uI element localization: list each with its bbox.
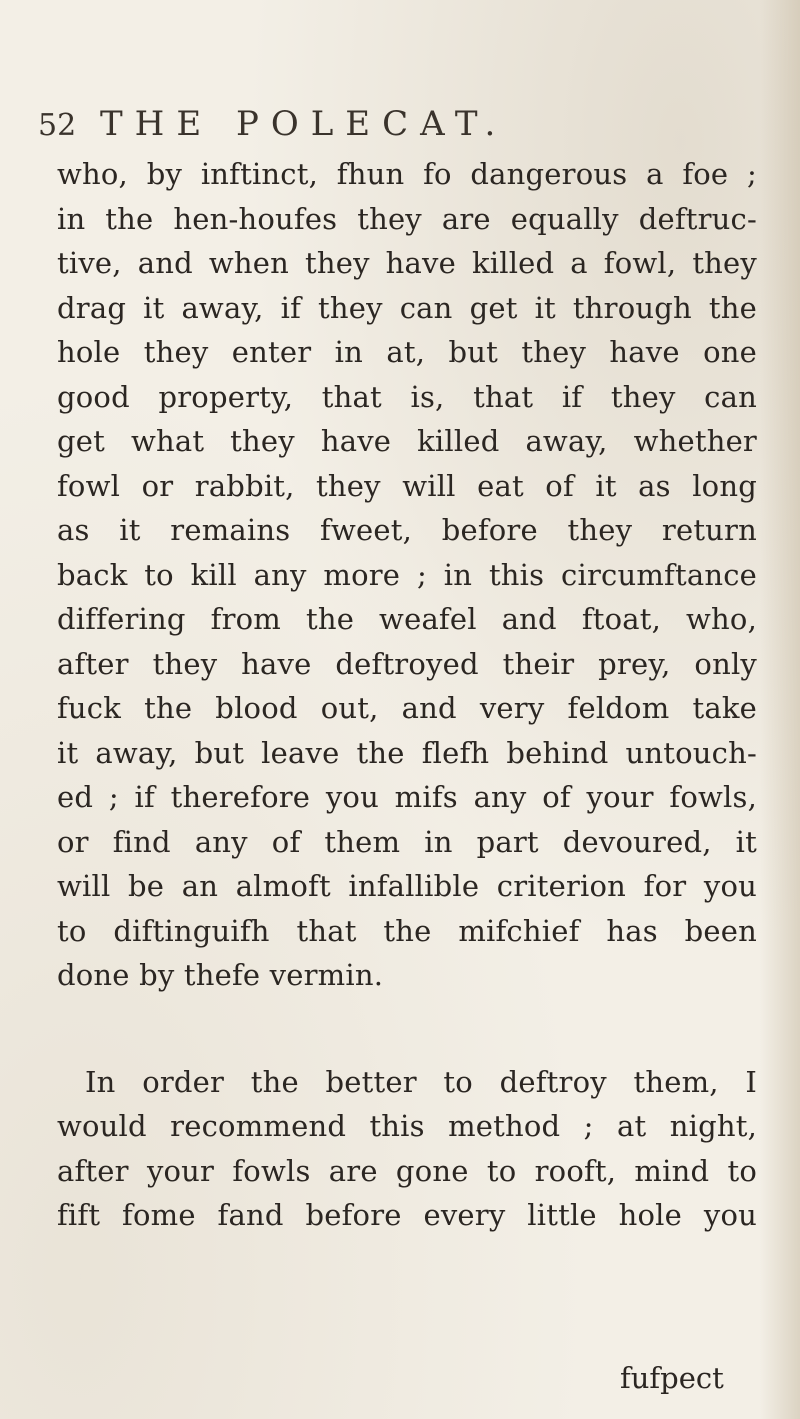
text-line: back to kill any more ; in this circumftance: [57, 557, 757, 592]
text-line: fuck the blood out, and very feldom take: [57, 691, 757, 725]
catchword: fufpect: [620, 1361, 724, 1395]
text-line: ed ; if therefore you mifs any of your fowls,: [57, 780, 757, 814]
text-line: fowl or rabbit, they will eat of it as long: [57, 468, 757, 503]
text-line: good property, that is, that if they can: [57, 379, 757, 414]
text-line: or find any of them in part devoured, it: [57, 824, 757, 859]
text-line: as it remains fweet, before they return: [57, 513, 757, 547]
page-number: 52: [38, 108, 77, 143]
text-line: would recommend this method ; at night,: [57, 1109, 757, 1143]
paragraph-gap: [57, 998, 757, 1060]
page-header: [38, 104, 738, 154]
text-line: differing from the weafel and ftoat, who,: [57, 602, 757, 636]
text-line: to diftinguifh that the mifchief has been: [57, 913, 757, 948]
text-line: will be an almoft infallible criterion for you: [57, 869, 757, 903]
text-line: after your fowls are gone to rooft, mind to: [57, 1153, 757, 1188]
body-text: [57, 152, 757, 1238]
text-line: tive, and when they have killed a fowl, they: [57, 246, 757, 280]
text-line: who, by inftinct, fhun fo dangerous a foe ;: [57, 157, 757, 191]
text-line: in the hen-houfes they are equally deftruc-: [57, 201, 757, 236]
text-line: it away, but leave the flefh behind untouch-: [57, 735, 757, 770]
paragraph-2: [57, 1060, 757, 1238]
text-line: after they have deftroyed their prey, only: [57, 646, 757, 681]
text-line: get what they have killed away, whether: [57, 424, 757, 458]
text-line: hole they enter in at, but they have one: [57, 335, 757, 369]
page-edge-shadow: [760, 0, 800, 1419]
running-title: THE POLECAT.: [100, 104, 508, 144]
text-line-first: In order the better to deftroy them, I: [85, 1064, 757, 1099]
text-line: fift fome fand before every little hole you: [57, 1198, 757, 1232]
text-line-last: done by thefe vermin.: [57, 958, 384, 992]
paragraph-1: [57, 152, 757, 998]
text-line: drag it away, if they can get it through the: [57, 290, 757, 325]
